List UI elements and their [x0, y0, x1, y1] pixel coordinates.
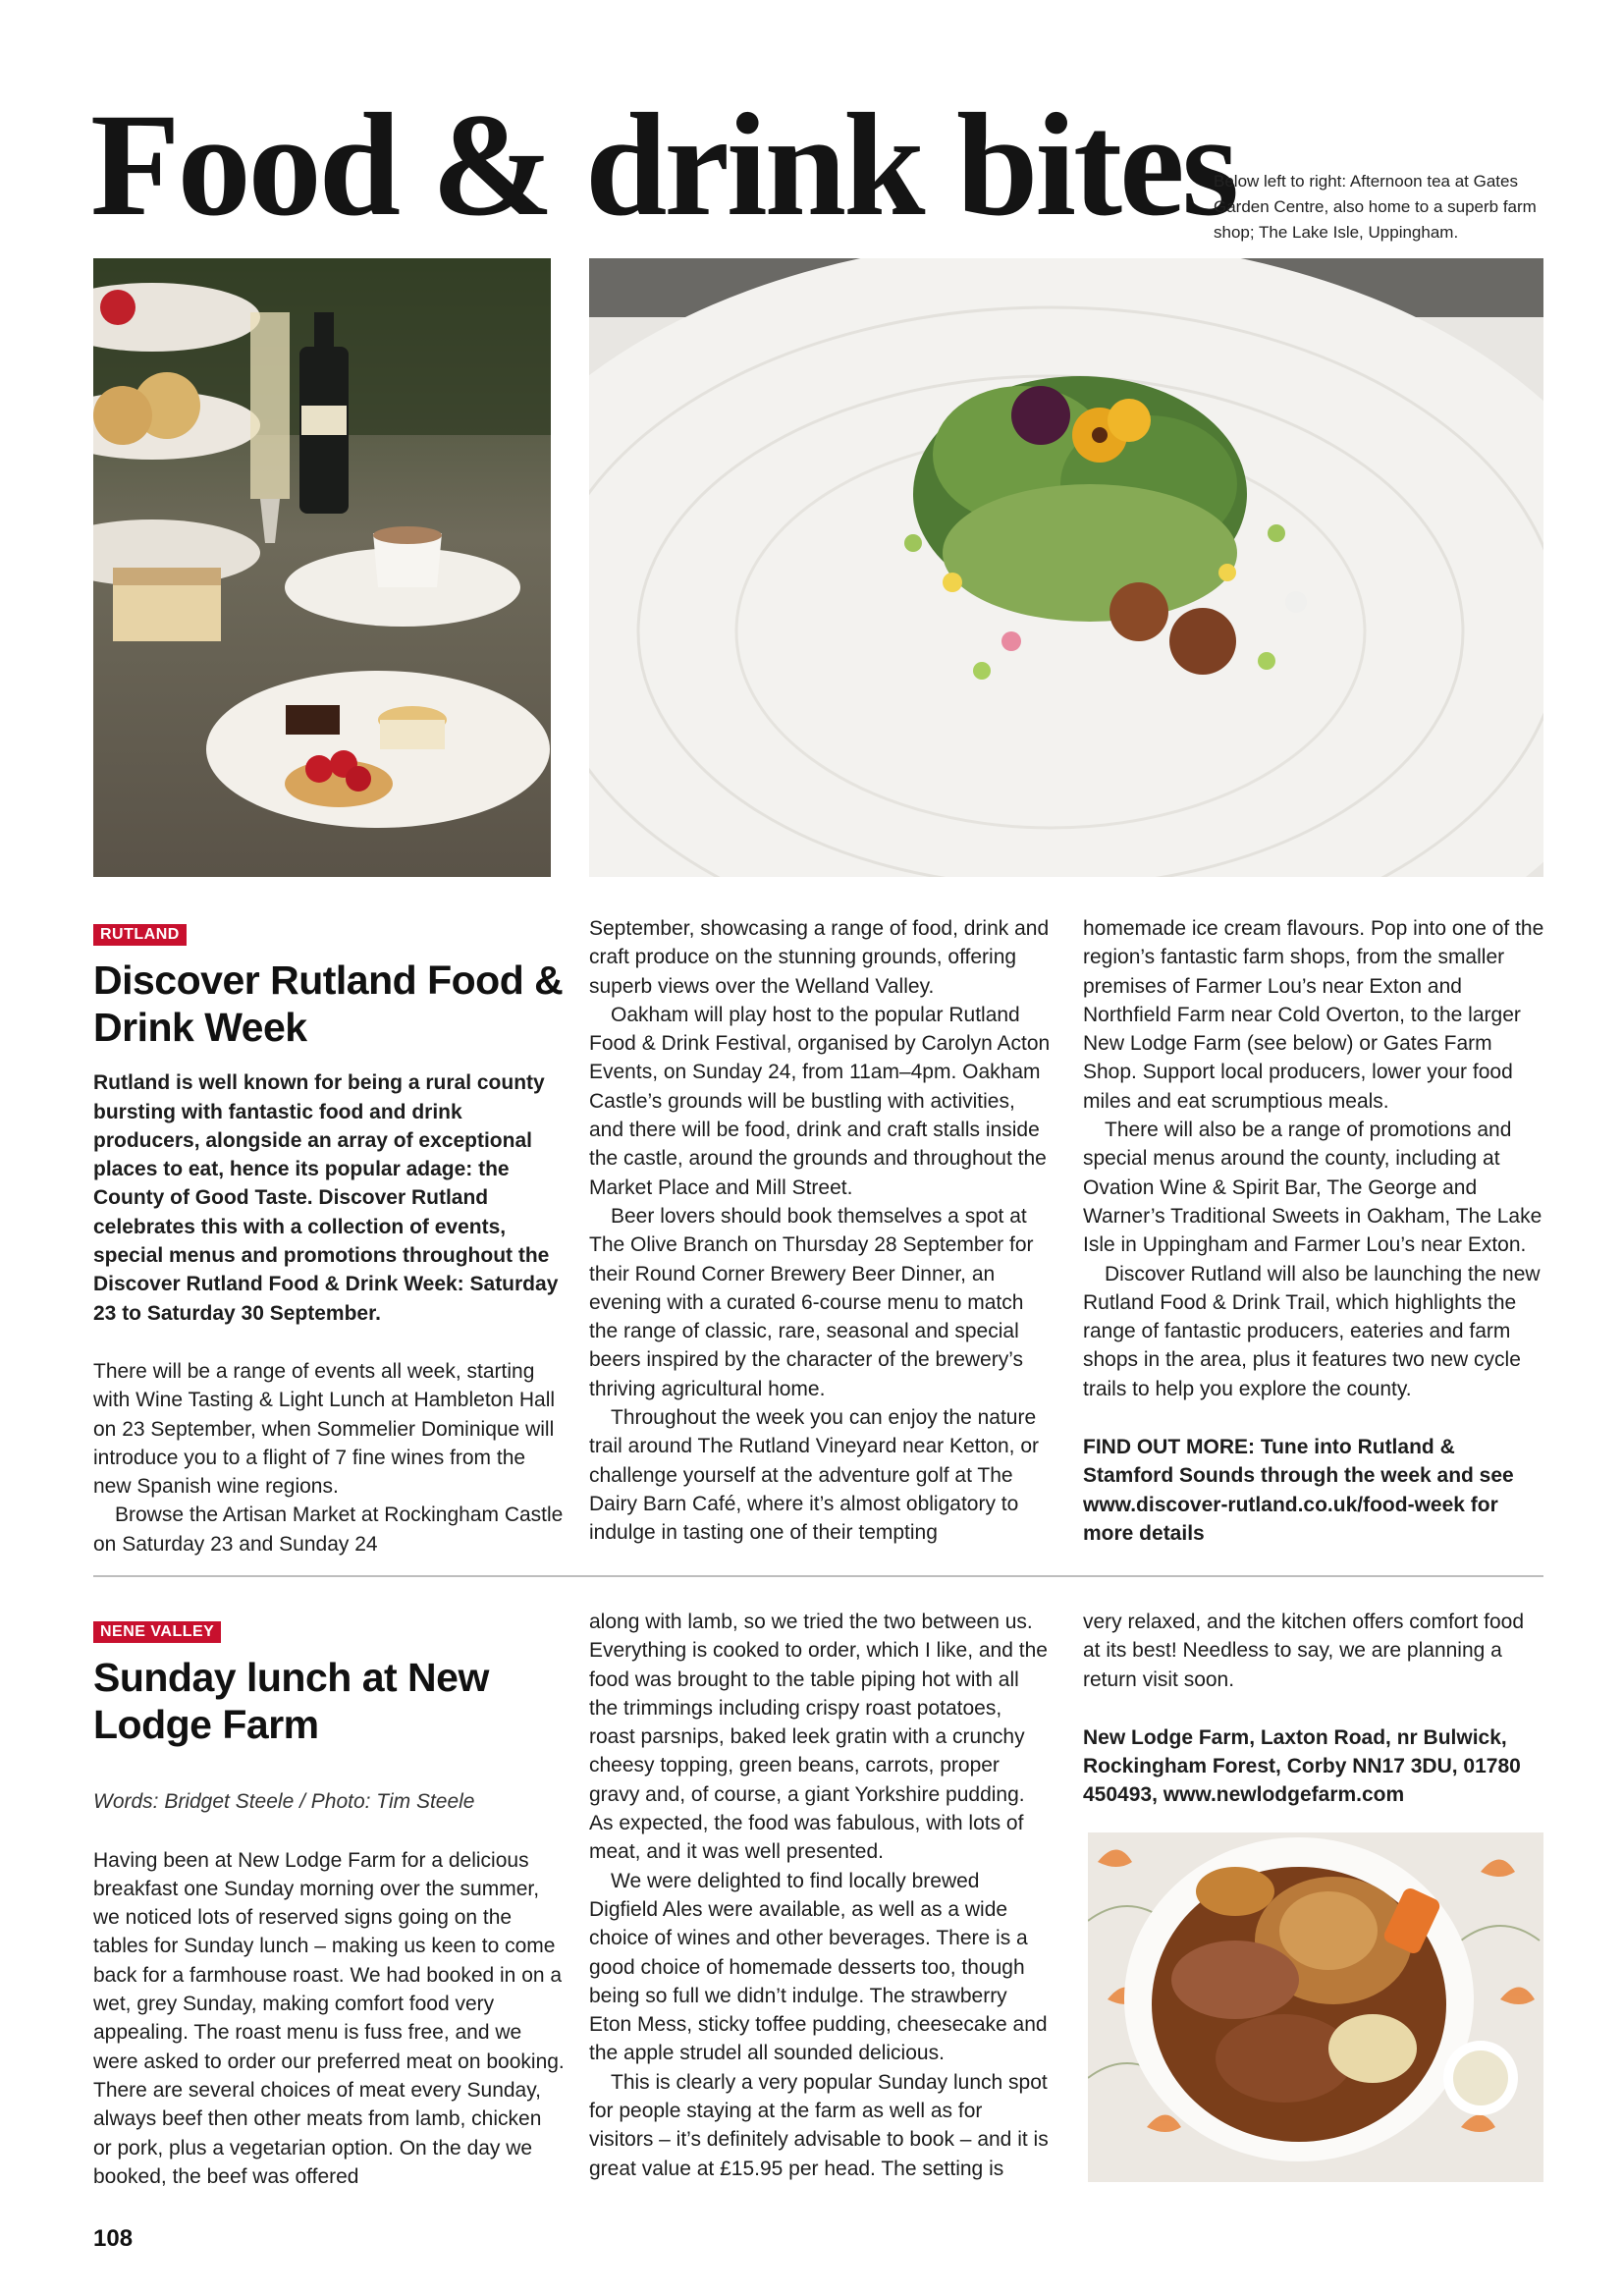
article-headline-rutland: Discover Rutland Food & Drink Week — [93, 957, 564, 1051]
rutland-column-2 — [589, 914, 1051, 1548]
new-lodge-column-3 — [1083, 1608, 1544, 1810]
article-paragraph: September, showcasing a range of food, drink and craft produce on the stunning grounds, offering superb views over the Welland Valley. — [589, 917, 1050, 998]
article-paragraph: Browse the Artisan Market at Rockingham Castle on Saturday 23 and Sunday 24 — [93, 1503, 564, 1556]
photo-caption: Below left to right: Afternoon tea at Gates Garden Centre, also home to a superb farm shop; The Lake Isle, Uppingham. — [1214, 172, 1537, 242]
new-lodge-column-1 — [93, 1615, 565, 2191]
article-paragraph: Throughout the week you can enjoy the nature trail around The Rutland Vineyard near Ketton, or challenge yourself at the adventure golf at The Dairy Barn Café, where it’s almost obligatory to indulge in tasting one of their tempting — [589, 1406, 1040, 1545]
page-number: 108 — [93, 2225, 134, 2252]
rutland-column-1 — [93, 918, 565, 1558]
article-paragraph: Discover Rutland will also be launching the new Rutland Food & Drink Trail, which highlights the range of fantastic producers, eateries and farm shops in the area, plus it features two new cycle trails to help you explore the county. — [1083, 1262, 1541, 1400]
venue-address: New Lodge Farm, Laxton Road, nr Bulwick, Rockingham Forest, Corby NN17 3DU, 01780 450493, www.newlodgefarm.com — [1083, 1725, 1521, 1807]
new-lodge-column-2 — [589, 1608, 1051, 2183]
article-paragraph: There will also be a range of promotions and special menus around the county, including at Ovation Wine & Spirit Bar, The George and Warner’s Traditional Sweets in Oakham, The Lake Isle in Uppingham and Farmer Lou’s near Exton. — [1083, 1119, 1542, 1257]
afternoon-tea-photo — [93, 258, 551, 877]
article-byline: Words: Bridget Steele / Photo: Tim Steele — [93, 1790, 475, 1814]
sunday-roast-photo — [1088, 1832, 1543, 2182]
article-paragraph: There will be a range of events all week, starting with Wine Tasting & Light Lunch at Hambleton Hall on 23 September, when Sommelier Dominique will introduce you to a flight of 7 fine wines from the new Spanish wine regions. — [93, 1359, 556, 1499]
article-paragraph: This is clearly a very popular Sunday lunch spot for people staying at the farm as well as for visitors – it’s definitely advisable to book – and it is great value at £15.95 per head. The setting is — [589, 2070, 1049, 2180]
article-paragraph: Having been at New Lodge Farm for a delicious breakfast one Sunday morning over the summer, we noticed lots of reserved signs going on the tables for Sunday lunch – making us keen to come back for a farmhouse roast. We had booked in on a wet, grey Sunday, making comfort food very appealing. The roast menu is fuss free, and we were asked to order our preferred meat on booking. There are several choices of meat every Sunday, always beef then other meats from lamb, chicken or pork, plus a vegetarian option. On the day we booked, the beef was offered — [93, 1848, 565, 2188]
rutland-column-3 — [1083, 914, 1544, 1548]
article-intro: Rutland is well known for being a rural county bursting with fantastic food and drink producers, alongside an array of exceptional places to eat, hence its popular adage: the County of Good Taste. Discover Rutland celebrates this with a collection of events, special menus and promotions throughout the Discover Rutland Food & Drink Week: Saturday 23 to Saturday 30 September. — [93, 1071, 559, 1325]
article-paragraph: along with lamb, so we tried the two between us. Everything is cooked to order, which I like, and the food was brought to the table piping hot with all the trimmings including crispy roast potatoes, roast parsnips, baked leek gratin with a crunchy cheesy topping, green beans, carrots, proper gravy and, of course, a giant Yorkshire pudding. As expected, the food was fabulous, with lots of meat, and it was well presented. — [589, 1611, 1048, 1864]
section-tag-rutland: RUTLAND — [93, 924, 187, 946]
salad-dish-photo — [589, 258, 1543, 877]
article-headline-new-lodge: Sunday lunch at New Lodge Farm — [93, 1655, 489, 1748]
page-title: Food & drink bites — [90, 83, 1237, 246]
section-tag-nene-valley: NENE VALLEY — [93, 1621, 221, 1643]
find-out-more: FIND OUT MORE: Tune into Rutland & Stamford Sounds through the week and see www.discover-rutland.co.uk/food-week for more details — [1083, 1436, 1514, 1545]
article-paragraph: We were delighted to find locally brewed Digfield Ales were available, as well as a wide choice of wines and other beverages. There is a good choice of homemade desserts too, though being so full we didn’t indulge. The strawberry Eton Mess, sticky toffee pudding, cheesecake and the apple strudel all sounded delicious. — [589, 1869, 1048, 2065]
article-paragraph: Beer lovers should book themselves a spot at The Olive Branch on Thursday 28 September for their Round Corner Brewery Beer Dinner, an evening with a curated 6-course menu to match the range of classic, rare, seasonal and special beers inspired by the character of the brewery’s thriving agricultural home. — [589, 1204, 1034, 1400]
article-paragraph: homemade ice cream flavours. Pop into one of the region’s fantastic farm shops, from the smaller premises of Farmer Lou’s near Exton and Northfield Farm near Cold Overton, to the larger New Lodge Farm (see below) or Gates Farm Shop. Support local producers, lower your food miles and eat scrumptious meals. — [1083, 917, 1544, 1113]
article-paragraph: Oakham will play host to the popular Rutland Food & Drink Festival, organised by Carolyn Acton Events, on Sunday 24, from 11am–4pm. Oakham Castle’s grounds will be bustling with activities, and there will be food, drink and craft stalls inside the castle, around the grounds and throughout the Market Place and Mill Street. — [589, 1003, 1051, 1199]
section-divider — [93, 1575, 1543, 1577]
article-paragraph: very relaxed, and the kitchen offers comfort food at its best! Needless to say, we are planning a return visit soon. — [1083, 1611, 1525, 1691]
